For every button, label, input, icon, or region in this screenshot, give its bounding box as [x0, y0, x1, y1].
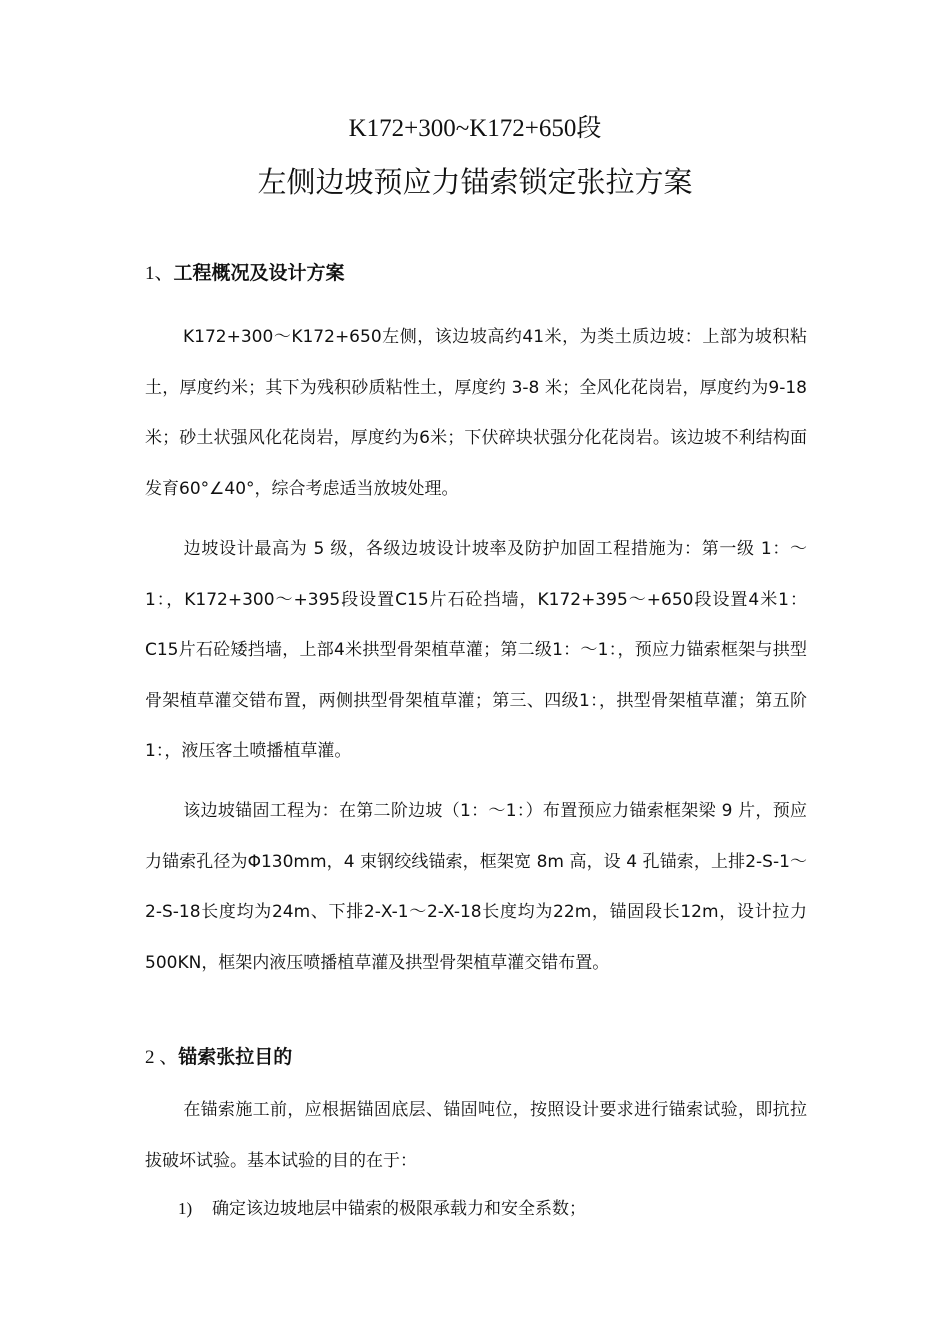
section-title: 锚索张拉目的 — [178, 1046, 293, 1068]
section-number: 2 、 — [145, 1047, 179, 1068]
section-title: 工程概况及设计方案 — [173, 262, 345, 284]
title-line-2: 左侧边坡预应力锚索锁定张拉方案 — [257, 165, 693, 199]
section-1-heading — [145, 259, 345, 288]
list-item-number: 1) — [178, 1199, 193, 1218]
title-line-1: K172+300~K172+650段 — [348, 115, 602, 142]
paragraph-text: 该边坡锚固工程为：在第二阶边坡（1：～1：）布置预应力锚索框架梁 9 片，预应力锚索孔径为Φ130mm，4 束钢绞线锚索，框架宽 8m 高，设 4 孔锚索，上排2-S-1～2-S-18长度均为24m、下排2-X-1～2-X-18长度均为22m，锚固段长12m，设计拉力500KN，框架内液压喷播植草灌及拱型骨架植草灌交错布置。 — [145, 801, 807, 973]
paragraph — [145, 1085, 807, 1186]
paragraph-text: K172+300～K172+650左侧，该边坡高约41米，为类土质边坡：上部为坡积粘土，厚度约米；其下为残积砂质粘性土，厚度约 3-8 米；全风化花岗岩，厚度约为9-18米；砂土状强风化花岗岩，厚度约为6米；下伏碎块状强分化花岗岩。该边坡不利结构面发育60°∠40°，综合考虑适当放坡处理。 — [145, 327, 807, 499]
paragraph-text: 在锚索施工前，应根据锚固底层、锚固吨位，按照设计要求进行锚索试验，即抗拉拔破坏试验。基本试验的目的在于： — [145, 1100, 807, 1171]
section-2-heading — [145, 1043, 292, 1072]
paragraph — [145, 524, 807, 777]
section-number: 1、 — [145, 263, 174, 284]
paragraph — [145, 786, 807, 988]
paragraph-text: 边坡设计最高为 5 级，各级边坡设计坡率及防护加固工程措施为：第一级 1：～1：，K172+300～+395段设置C15片石砼挡墙，K172+395～+650段设置4米1：C15片石砼矮挡墙，上部4米拱型骨架植草灌；第二级1：～1：，预应力锚索框架与拱型骨架植草灌交错布置，两侧拱型骨架植草灌；第三、四级1：，拱型骨架植草灌；第五阶1：，液压客土喷播植草灌。 — [145, 539, 807, 761]
list-item — [178, 1195, 586, 1223]
paragraph — [145, 312, 807, 514]
list-item-text: 确定该边坡地层中锚索的极限承载力和安全系数； — [212, 1199, 586, 1219]
